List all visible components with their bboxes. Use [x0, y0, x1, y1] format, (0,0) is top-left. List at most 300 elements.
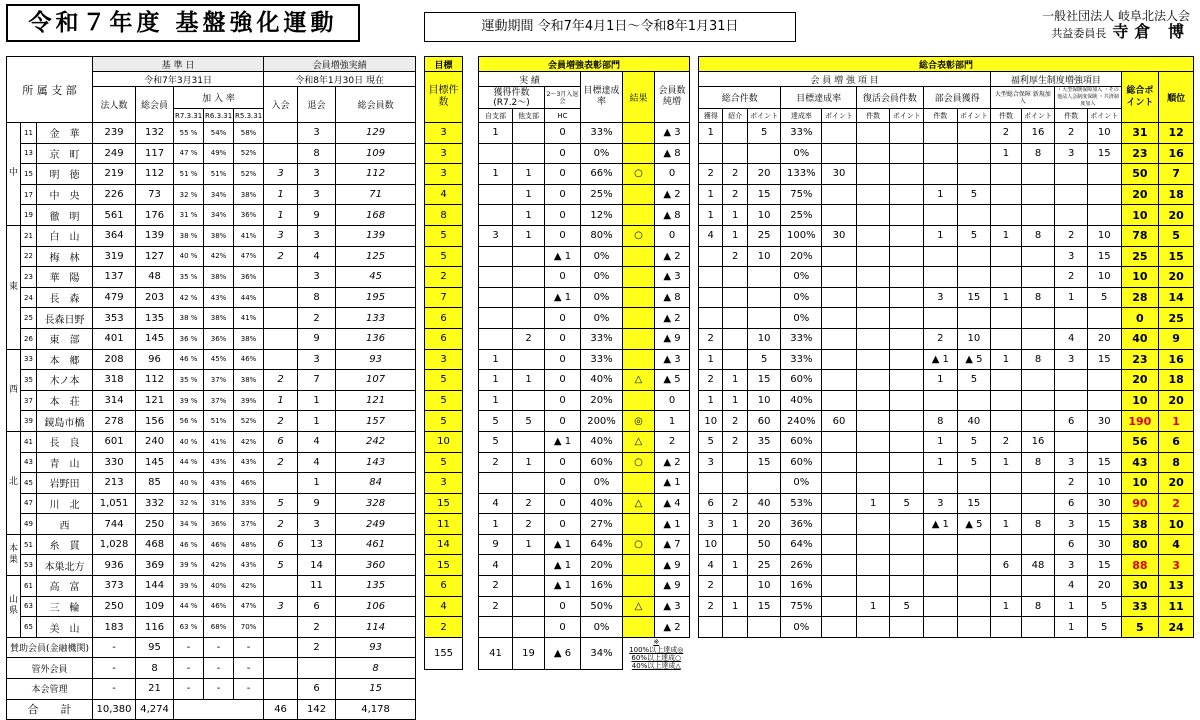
- big-insurance-count: [991, 390, 1022, 411]
- hc-count: ▲ 1: [545, 534, 581, 555]
- g-point: 35: [747, 431, 781, 452]
- total-point-header: 総合ポイント: [1121, 72, 1159, 123]
- other-insurance-count: 4: [1055, 328, 1088, 349]
- general-row: [699, 514, 1194, 535]
- g-sho: 1: [723, 205, 747, 226]
- jibu-count: [479, 617, 513, 638]
- target-count-header: 目標件数: [425, 72, 463, 123]
- branch-number: 35: [21, 370, 37, 391]
- general-items-header: 会 員 増 強 項 目: [699, 72, 991, 87]
- big-insurance-count: [991, 411, 1022, 432]
- houjin-count: 219: [93, 164, 136, 185]
- target-count: 3: [425, 123, 463, 144]
- bukai-point: ▲ 5: [957, 514, 991, 535]
- other-insurance-count: [1055, 308, 1088, 329]
- tabu-count: 1: [513, 370, 545, 391]
- nyukai-count: [264, 658, 298, 679]
- jibu-count: 1: [479, 390, 513, 411]
- other-insurance-point: 5: [1087, 617, 1121, 638]
- target-count: 5: [425, 452, 463, 473]
- total-point: 88: [1121, 555, 1159, 576]
- branch-number: 21: [21, 225, 37, 246]
- bukai-point: [957, 308, 991, 329]
- branch-number: 49: [21, 514, 37, 535]
- big-insurance-point: [1021, 205, 1055, 226]
- branch-number: 13: [21, 143, 37, 164]
- other-insurance-point: [1087, 370, 1121, 391]
- revival-count: 1: [856, 493, 890, 514]
- taikai-count: 4: [298, 431, 336, 452]
- g-point: 40: [747, 493, 781, 514]
- g-rate: 33%: [781, 328, 822, 349]
- award-row: [425, 246, 690, 267]
- g-rate-point: 60: [822, 411, 857, 432]
- revival-point: [890, 514, 924, 535]
- hc-count: 0: [545, 205, 581, 226]
- g-rate: 25%: [781, 205, 822, 226]
- blank-cell: [174, 699, 264, 720]
- acq-header: [479, 87, 545, 109]
- bukai-point: [957, 555, 991, 576]
- join-rate-r7: 63 %: [174, 617, 204, 638]
- join-rate-r6: 49%: [204, 143, 234, 164]
- join-rate-r6: 42%: [204, 555, 234, 576]
- branch-name: 木ノ本: [37, 370, 93, 391]
- big-insurance-point: [1021, 390, 1055, 411]
- big-insurance-count: [991, 184, 1022, 205]
- result-mark: [623, 123, 655, 144]
- g-kaku: 1: [699, 205, 723, 226]
- taikai-count: 3: [298, 349, 336, 370]
- g-rate: 100%: [781, 225, 822, 246]
- total-member-count: 109: [336, 143, 416, 164]
- nyukai-count: [264, 328, 298, 349]
- target-count: 4: [425, 184, 463, 205]
- g-rate: 0%: [781, 473, 822, 494]
- jibu-count: [479, 205, 513, 226]
- nyukai-total: 46: [264, 699, 298, 720]
- branch-row: [7, 431, 416, 452]
- other-insurance-count: 6: [1055, 411, 1088, 432]
- revival-point: [890, 452, 924, 473]
- extra-row: [7, 637, 416, 658]
- member-count: 48: [136, 267, 174, 288]
- taikai-count: 13: [298, 534, 336, 555]
- taikai-count: 3: [298, 164, 336, 185]
- g-sho: 1: [723, 390, 747, 411]
- taikai-count: 6: [298, 679, 336, 700]
- join-rate-r7: 32 %: [174, 493, 204, 514]
- branch-number: 17: [21, 184, 37, 205]
- extra-row-label: 賛助会員(金融機関): [7, 637, 93, 658]
- hc-count: 0: [545, 514, 581, 535]
- revival-count: [856, 370, 890, 391]
- g-sho: 2: [723, 431, 747, 452]
- total-member-count: 84: [336, 473, 416, 494]
- houjin-count: 318: [93, 370, 136, 391]
- revival-point: [890, 617, 924, 638]
- total-point: 78: [1121, 225, 1159, 246]
- branch-name: 中 央: [37, 184, 93, 205]
- tabu-count: 5: [513, 411, 545, 432]
- legend-line: 100%以上達成◎: [629, 645, 684, 654]
- branch-number: 51: [21, 534, 37, 555]
- revival-count: [856, 246, 890, 267]
- achievement-rate: 33%: [581, 349, 623, 370]
- houjin-count: 213: [93, 473, 136, 494]
- taikai-count: 8: [298, 287, 336, 308]
- rank: 7: [1159, 164, 1194, 185]
- branch-group-label: 本巣: [7, 534, 21, 575]
- branch-number: 45: [21, 473, 37, 494]
- tabu-count: [513, 617, 545, 638]
- revival-point: [890, 555, 924, 576]
- branch-name: 京 町: [37, 143, 93, 164]
- g-rate: 16%: [781, 576, 822, 597]
- branch-name: 長 良: [37, 431, 93, 452]
- big-insurance-count: [991, 267, 1022, 288]
- org-role: 共益委員長: [1051, 27, 1107, 40]
- branch-row: [7, 267, 416, 288]
- hc-total: ▲ 6: [545, 637, 581, 670]
- join-rate-r7: 44 %: [174, 596, 204, 617]
- big-insurance-count: [991, 493, 1022, 514]
- taikai-count: 14: [298, 555, 336, 576]
- branch-number: 43: [21, 452, 37, 473]
- join-rate-r5: 48%: [234, 534, 264, 555]
- revival-point: [890, 143, 924, 164]
- bukai-count: [924, 246, 958, 267]
- result-mark: ◎: [623, 411, 655, 432]
- total-member-count: 121: [336, 390, 416, 411]
- other-insurance-point: 10: [1087, 267, 1121, 288]
- result-mark: ○: [623, 225, 655, 246]
- houjin-count: -: [93, 679, 136, 700]
- bukai-count: [924, 596, 958, 617]
- kensu-header: 件数: [1055, 109, 1088, 123]
- general-row: [699, 493, 1194, 514]
- other-insurance-count: 1: [1055, 617, 1088, 638]
- jibu-total: 41: [479, 637, 513, 670]
- spacer: [463, 617, 479, 638]
- member-count: 250: [136, 514, 174, 535]
- nyukai-count: [264, 287, 298, 308]
- net-increase: ▲ 1: [655, 473, 690, 494]
- total-point: 28: [1121, 287, 1159, 308]
- totals-label: 合 計: [7, 699, 93, 720]
- total-member-count: 133: [336, 308, 416, 329]
- other-insurance-count: 3: [1055, 514, 1088, 535]
- branch-row: [7, 205, 416, 226]
- join-rate-r6: 34%: [204, 184, 234, 205]
- tabu-count: 1: [513, 184, 545, 205]
- rank: 14: [1159, 287, 1194, 308]
- target-count: 6: [425, 328, 463, 349]
- join-rate-r7: 42 %: [174, 287, 204, 308]
- big-insurance-count: [991, 205, 1022, 226]
- tabu-count: 1: [513, 164, 545, 185]
- member-count: 369: [136, 555, 174, 576]
- member-count: 144: [136, 576, 174, 597]
- jibu-count: 5: [479, 431, 513, 452]
- join-rate-r7: 40 %: [174, 246, 204, 267]
- branch-number: 63: [21, 596, 37, 617]
- member-count: 135: [136, 308, 174, 329]
- taikai-header: 退会: [298, 87, 336, 123]
- award-row: [425, 576, 690, 597]
- g-kaku: [699, 617, 723, 638]
- jibu-count: [479, 143, 513, 164]
- jibu-count: [479, 287, 513, 308]
- taikai-count: 3: [298, 123, 336, 144]
- branch-number: 11: [21, 123, 37, 144]
- bukai-point: [957, 390, 991, 411]
- revival-count: [856, 164, 890, 185]
- other-insurance-point: 15: [1087, 349, 1121, 370]
- jibu-count: 1: [479, 123, 513, 144]
- g-point: 5: [747, 349, 781, 370]
- hc-count: 0: [545, 267, 581, 288]
- g-point: 20: [747, 164, 781, 185]
- achievement-rate: 0%: [581, 617, 623, 638]
- result-mark: [623, 287, 655, 308]
- g-sho: 2: [723, 184, 747, 205]
- other-insurance-point: 15: [1087, 514, 1121, 535]
- big-insurance-count: 2: [991, 123, 1022, 144]
- join-rate-r6: 37%: [204, 370, 234, 391]
- total-point: 31: [1121, 123, 1159, 144]
- branch-row: [7, 225, 416, 246]
- target-count: 3: [425, 143, 463, 164]
- revival-point: [890, 225, 924, 246]
- revival-count: [856, 267, 890, 288]
- nyukai-count: [264, 473, 298, 494]
- branch-row: [7, 349, 416, 370]
- taikai-count: 1: [298, 473, 336, 494]
- member-count: 132: [136, 123, 174, 144]
- target-count: 15: [425, 555, 463, 576]
- houjin-count: 278: [93, 411, 136, 432]
- rank: 3: [1159, 555, 1194, 576]
- jibu-count: 4: [479, 493, 513, 514]
- join-rate-r7: 32 %: [174, 184, 204, 205]
- g-rate: 33%: [781, 123, 822, 144]
- hc-count: 0: [545, 143, 581, 164]
- g-rate-point: [822, 576, 857, 597]
- total-member-count: 71: [336, 184, 416, 205]
- other-insurance-count: 3: [1055, 349, 1088, 370]
- net-increase: ▲ 2: [655, 184, 690, 205]
- join-rate-r5: 44%: [234, 287, 264, 308]
- big-insurance-point: [1021, 246, 1055, 267]
- member-count: 468: [136, 534, 174, 555]
- g-rate: 0%: [781, 617, 822, 638]
- target-count: 7: [425, 287, 463, 308]
- net-increase: ▲ 8: [655, 205, 690, 226]
- rank: 4: [1159, 534, 1194, 555]
- g-point: [747, 617, 781, 638]
- rank: 18: [1159, 370, 1194, 391]
- join-rate-r7: 55 %: [174, 123, 204, 144]
- award-row: [425, 452, 690, 473]
- join-rate-r7: 35 %: [174, 267, 204, 288]
- tabu-count: 2: [513, 514, 545, 535]
- g-kaku: 5: [699, 431, 723, 452]
- join-rate-r6: -: [204, 658, 234, 679]
- total-point: 90: [1121, 493, 1159, 514]
- g-kaku: 6: [699, 493, 723, 514]
- jibu-count: 5: [479, 411, 513, 432]
- hc-count: ▲ 1: [545, 555, 581, 576]
- big-insurance-point: 16: [1021, 431, 1055, 452]
- rank: 5: [1159, 225, 1194, 246]
- spacer: [463, 431, 479, 452]
- nyukai-count: [264, 143, 298, 164]
- join-rate-r6: 38%: [204, 308, 234, 329]
- branch-name: 本 荘: [37, 390, 93, 411]
- other-insurance-point: 15: [1087, 246, 1121, 267]
- revival-point: [890, 123, 924, 144]
- target-count: 2: [425, 267, 463, 288]
- award-row: [425, 431, 690, 452]
- member-count: 112: [136, 370, 174, 391]
- g-sho: [723, 123, 747, 144]
- general-header: 総合表彰部門: [699, 57, 1194, 72]
- general-row: [699, 473, 1194, 494]
- bukai-count: 1: [924, 431, 958, 452]
- g-sho: [723, 308, 747, 329]
- target-count: 3: [425, 473, 463, 494]
- rank: 16: [1159, 349, 1194, 370]
- big-insurance-header: 大型総合保障 新規加入: [991, 87, 1055, 109]
- bukai-count: 1: [924, 370, 958, 391]
- branch-name: 青 山: [37, 452, 93, 473]
- join-rate-r5: -: [234, 679, 264, 700]
- g-kaku: 2: [699, 328, 723, 349]
- g-sho: 2: [723, 493, 747, 514]
- total-point: 33: [1121, 596, 1159, 617]
- houjin-count: 137: [93, 267, 136, 288]
- big-insurance-point: [1021, 308, 1055, 329]
- rank: 18: [1159, 184, 1194, 205]
- branch-name: 鏡島市橋: [37, 411, 93, 432]
- net-increase: ▲ 7: [655, 534, 690, 555]
- g-rate: 33%: [781, 349, 822, 370]
- other-insurance-point: 15: [1087, 555, 1121, 576]
- houjin-count: 249: [93, 143, 136, 164]
- member-count: 240: [136, 431, 174, 452]
- tabu-count: 1: [513, 205, 545, 226]
- join-rate-r7: 34 %: [174, 514, 204, 535]
- spacer: [463, 267, 479, 288]
- rank: 24: [1159, 617, 1194, 638]
- other-insurance-count: 4: [1055, 576, 1088, 597]
- result-mark: [623, 328, 655, 349]
- revival-point: [890, 287, 924, 308]
- branch-name: 東 部: [37, 328, 93, 349]
- taikai-count: 3: [298, 184, 336, 205]
- total-point: 23: [1121, 349, 1159, 370]
- general-row: [699, 205, 1194, 226]
- r5-header: R5.3.31: [234, 109, 264, 123]
- member-count: 21: [136, 679, 174, 700]
- legend-line: 40%以上達成△: [631, 661, 681, 670]
- nyukai-count: 2: [264, 370, 298, 391]
- join-rate-r5: 52%: [234, 143, 264, 164]
- membership-base-table: [6, 56, 416, 720]
- g-rate-point: [822, 431, 857, 452]
- big-insurance-point: 8: [1021, 143, 1055, 164]
- spacer: [463, 534, 479, 555]
- g-sho: [723, 143, 747, 164]
- nyukai-count: [264, 637, 298, 658]
- nyukai-count: 1: [264, 205, 298, 226]
- join-rate-r5: 41%: [234, 308, 264, 329]
- g-point: 50: [747, 534, 781, 555]
- award-row: [425, 143, 690, 164]
- r6-header: R6.3.31: [204, 109, 234, 123]
- branch-group-label: 北: [7, 431, 21, 534]
- bukai-count: [924, 308, 958, 329]
- g-rate: 20%: [781, 246, 822, 267]
- total-point: 38: [1121, 514, 1159, 535]
- result-mark: [623, 246, 655, 267]
- houjin-header: 法人数: [93, 87, 136, 123]
- join-rate-r7: 40 %: [174, 473, 204, 494]
- nyukai-count: 2: [264, 452, 298, 473]
- houjin-count: 330: [93, 452, 136, 473]
- g-point: [747, 143, 781, 164]
- total-member-count: 45: [336, 267, 416, 288]
- total-member-count: 139: [336, 225, 416, 246]
- total-count-header: 総合件数: [699, 87, 781, 109]
- bukai-point: [957, 596, 991, 617]
- other-insurance-point: [1087, 390, 1121, 411]
- tabu-count: [513, 473, 545, 494]
- member-count: 117: [136, 143, 174, 164]
- legend-line: ※: [653, 637, 660, 646]
- bukai-point: [957, 123, 991, 144]
- g-kaku: 2: [699, 370, 723, 391]
- hc-count: ▲ 1: [545, 576, 581, 597]
- g-rate-point: [822, 390, 857, 411]
- net-header: 会員数純増: [655, 72, 690, 123]
- increase-as-of: 令和8年1月30日 現在: [264, 72, 416, 87]
- target-count: 4: [425, 596, 463, 617]
- point-header: ポイント: [822, 109, 857, 123]
- g-rate-point: [822, 514, 857, 535]
- g-sho: [723, 617, 747, 638]
- net-increase: ▲ 3: [655, 596, 690, 617]
- result-mark: △: [623, 431, 655, 452]
- other-insurance-point: 5: [1087, 596, 1121, 617]
- join-rate-r7: 39 %: [174, 555, 204, 576]
- member-count: 203: [136, 287, 174, 308]
- taikai-count: 7: [298, 370, 336, 391]
- join-rate-r5: 43%: [234, 555, 264, 576]
- join-rate-r6: 37%: [204, 390, 234, 411]
- g-sho: [723, 473, 747, 494]
- jibu-count: 2: [479, 452, 513, 473]
- big-insurance-point: [1021, 411, 1055, 432]
- g-rate-point: [822, 123, 857, 144]
- other-insurance-point: 5: [1087, 287, 1121, 308]
- taikai-count: 6: [298, 596, 336, 617]
- tabu-count: 2: [513, 493, 545, 514]
- tabu-count: [513, 267, 545, 288]
- bukai-count: [924, 143, 958, 164]
- spacer: [463, 143, 479, 164]
